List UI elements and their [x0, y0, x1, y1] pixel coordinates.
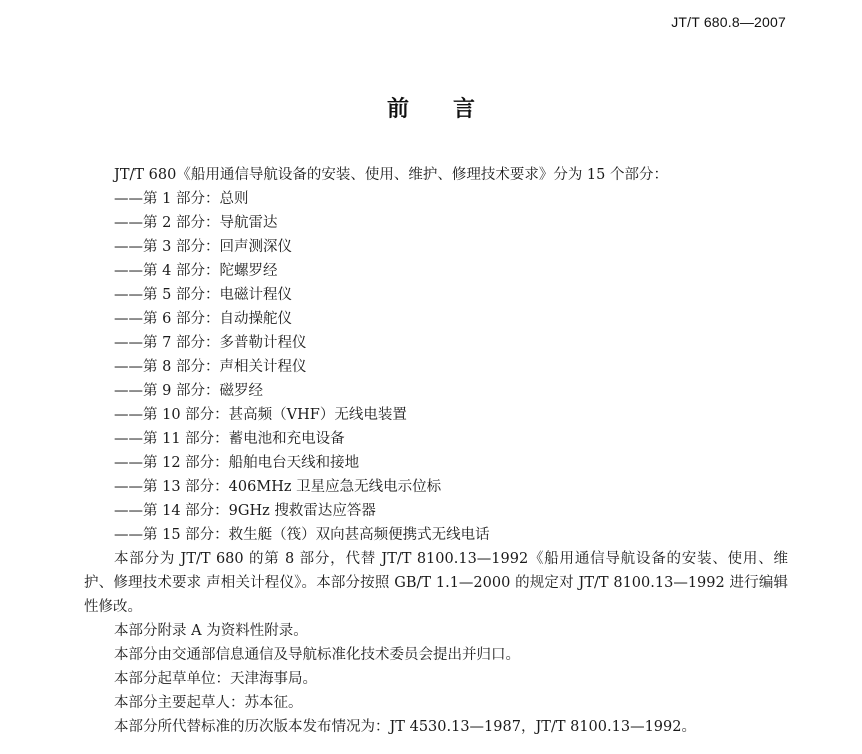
list-item: ——第 9 部分：磁罗经	[114, 383, 263, 399]
list-item: ——第 1 部分：总则	[114, 191, 249, 207]
intro-paragraph: JT/T 680《船用通信导航设备的安装、使用、维护、修理技术要求》分为 15 个部分：	[114, 167, 668, 183]
list-item: ——第 10 部分：甚高频（VHF）无线电装置	[114, 407, 407, 423]
list-item: ——第 3 部分：回声测深仪	[114, 239, 292, 255]
appendix-paragraph: 本部分附录 A 为资料性附录。	[114, 623, 308, 639]
page-title: 前言	[386, 97, 519, 122]
list-item: ——第 13 部分：406MHz 卫星应急无线电示位标	[114, 479, 442, 495]
list-item: ——第 15 部分：救生艇（筏）双向甚高频便携式无线电话	[114, 527, 490, 543]
list-item: ——第 6 部分：自动操舵仪	[114, 311, 292, 327]
list-item: ——第 4 部分：陀螺罗经	[114, 263, 278, 279]
list-item: ——第 2 部分：导航雷达	[114, 215, 278, 231]
list-item: ——第 12 部分：船舶电台天线和接地	[114, 455, 360, 471]
standard-code: JT/T 680.8—2007	[671, 14, 786, 30]
proposer-paragraph: 本部分由交通部信息通信及导航标准化技术委员会提出并归口。	[114, 647, 520, 663]
parts-list	[84, 187, 788, 547]
drafting-unit-paragraph: 本部分起草单位：天津海事局。	[114, 671, 317, 687]
replacement-paragraph: 本部分为 JT/T 680 的第 8 部分，代替 JT/T 8100.13—1992《船用通信导航设备的安装、使用、维护、修理技术要求 声相关计程仪》。本部分按照 GB/T 1.1—2000 的规定对 JT/T 8100.13—1992 进行编辑性修改。	[84, 551, 788, 615]
document-body	[84, 163, 788, 739]
list-item: ——第 8 部分：声相关计程仪	[114, 359, 307, 375]
drafters-paragraph: 本部分主要起草人：苏本征。	[114, 695, 303, 711]
list-item: ——第 7 部分：多普勒计程仪	[114, 335, 307, 351]
history-paragraph: 本部分所代替标准的历次版本发布情况为：JT 4530.13—1987，JT/T 8100.13—1992。	[114, 719, 696, 735]
list-item: ——第 11 部分：蓄电池和充电设备	[114, 431, 345, 447]
list-item: ——第 14 部分：9GHz 搜救雷达应答器	[114, 503, 376, 519]
list-item: ——第 5 部分：电磁计程仪	[114, 287, 292, 303]
